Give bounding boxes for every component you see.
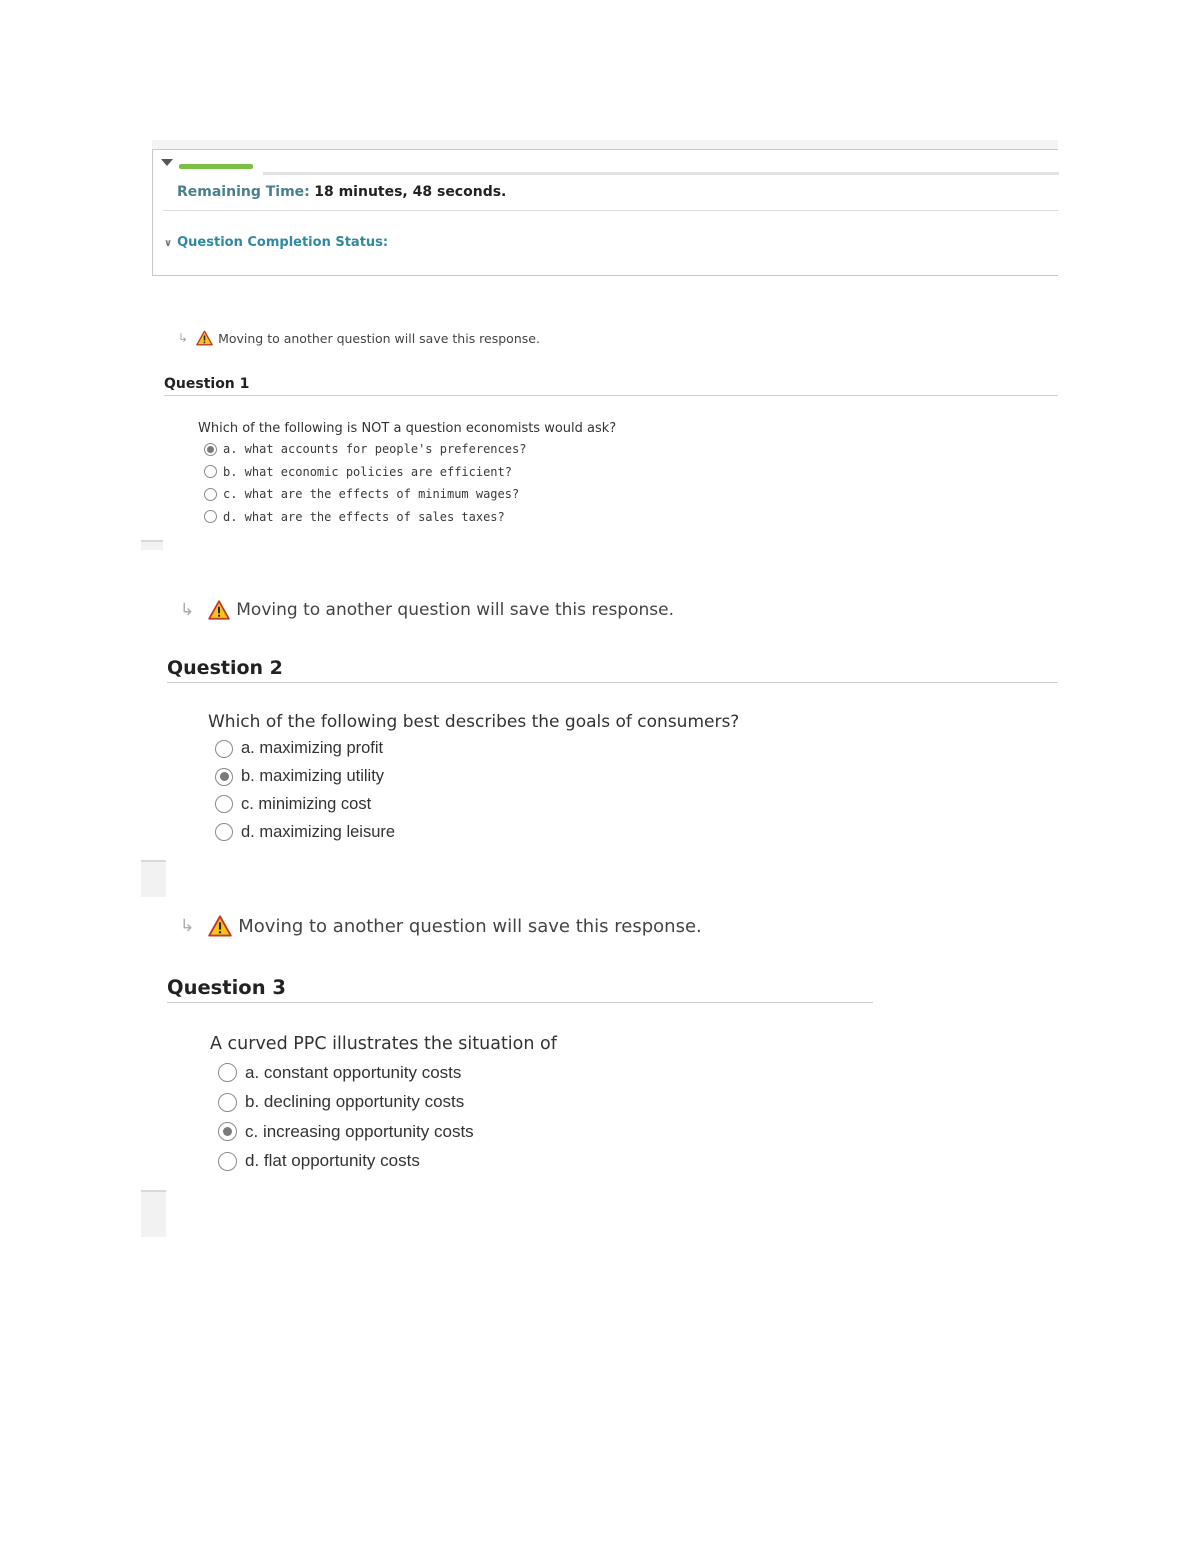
answer-label: d. what are the effects of sales taxes? (223, 509, 505, 524)
radio-unchecked-icon[interactable] (218, 1063, 237, 1082)
radio-unchecked-icon[interactable] (204, 488, 217, 501)
answer-label: b. declining opportunity costs (245, 1092, 465, 1112)
panel-divider (163, 210, 1059, 211)
top-strip (152, 140, 1058, 149)
answer-option-b[interactable] (204, 461, 526, 484)
answer-label: b. maximizing utility (241, 767, 385, 786)
question-side-tab (141, 860, 166, 897)
answer-label: c. increasing opportunity costs (245, 1121, 474, 1141)
arrow-return-icon: ↳ (178, 331, 189, 345)
answer-option-d[interactable] (215, 818, 395, 846)
question-text: Which of the following is NOT a question economists would ask? (198, 421, 617, 436)
warning-triangle-icon (208, 915, 232, 937)
question-divider (167, 682, 1058, 683)
answer-label: a. constant opportunity costs (245, 1062, 462, 1082)
question-divider (164, 395, 1058, 396)
answer-label: c. minimizing cost (241, 794, 372, 813)
save-warning-text: Moving to another question will save this response. (238, 915, 702, 937)
answer-list (218, 1058, 474, 1176)
question-text: Which of the following best describes the goals of consumers? (208, 712, 740, 732)
save-warning (180, 600, 674, 620)
answer-option-a[interactable] (215, 735, 395, 763)
answer-option-b[interactable] (218, 1088, 474, 1118)
save-warning-text: Moving to another question will save this response. (218, 330, 540, 346)
answer-option-d[interactable] (218, 1147, 474, 1177)
answer-label: a. maximizing profit (241, 739, 384, 758)
radio-checked-icon[interactable] (215, 768, 233, 786)
warning-triangle-icon (196, 330, 213, 346)
question-divider (167, 1002, 873, 1003)
answer-option-d[interactable] (204, 506, 526, 529)
answer-label: a. what accounts for people's preferences? (223, 442, 527, 457)
arrow-return-icon: ↳ (180, 600, 195, 620)
radio-unchecked-icon[interactable] (215, 740, 233, 758)
radio-unchecked-icon[interactable] (218, 1152, 237, 1171)
remaining-time (177, 184, 506, 200)
answer-option-a[interactable] (218, 1058, 474, 1088)
question-title: Question 1 (164, 376, 250, 392)
answer-list (215, 735, 395, 846)
save-warning (180, 915, 702, 937)
radio-unchecked-icon[interactable] (204, 465, 217, 478)
radio-unchecked-icon[interactable] (215, 795, 233, 813)
progress-track (263, 172, 1059, 175)
remaining-time-label: Remaining Time: (177, 184, 310, 200)
answer-list (204, 438, 526, 528)
answer-label: d. flat opportunity costs (245, 1151, 420, 1171)
save-warning (178, 330, 540, 346)
question-side-tab (141, 1190, 166, 1237)
answer-label: b. what economic policies are efficient? (223, 464, 512, 479)
radio-checked-icon[interactable] (204, 443, 217, 456)
save-warning-text: Moving to another question will save this response. (236, 600, 674, 620)
radio-unchecked-icon[interactable] (204, 510, 217, 523)
radio-unchecked-icon[interactable] (215, 823, 233, 841)
question-title: Question 2 (167, 657, 283, 679)
radio-unchecked-icon[interactable] (218, 1093, 237, 1112)
question-side-tab (141, 540, 163, 550)
answer-label: d. maximizing leisure (241, 822, 396, 841)
answer-option-c[interactable] (218, 1117, 474, 1147)
question-completion-status-toggle[interactable] (164, 235, 388, 250)
chevron-down-icon: ∨ (164, 238, 173, 249)
question-text: A curved PPC illustrates the situation of (210, 1034, 557, 1054)
arrow-return-icon: ↳ (180, 916, 195, 936)
answer-option-c[interactable] (204, 483, 526, 506)
answer-option-c[interactable] (215, 791, 395, 819)
remaining-time-value: 18 minutes, 48 seconds. (314, 184, 507, 200)
question-title: Question 3 (167, 976, 286, 999)
question-completion-status-label: Question Completion Status: (177, 235, 389, 250)
answer-label: c. what are the effects of minimum wages? (223, 487, 520, 502)
caret-down-icon[interactable] (161, 159, 173, 166)
radio-checked-icon[interactable] (218, 1122, 237, 1141)
answer-option-a[interactable] (204, 438, 526, 461)
warning-triangle-icon (208, 600, 230, 620)
answer-option-b[interactable] (215, 763, 395, 791)
test-status-panel (152, 149, 1058, 276)
progress-bar (179, 164, 253, 169)
